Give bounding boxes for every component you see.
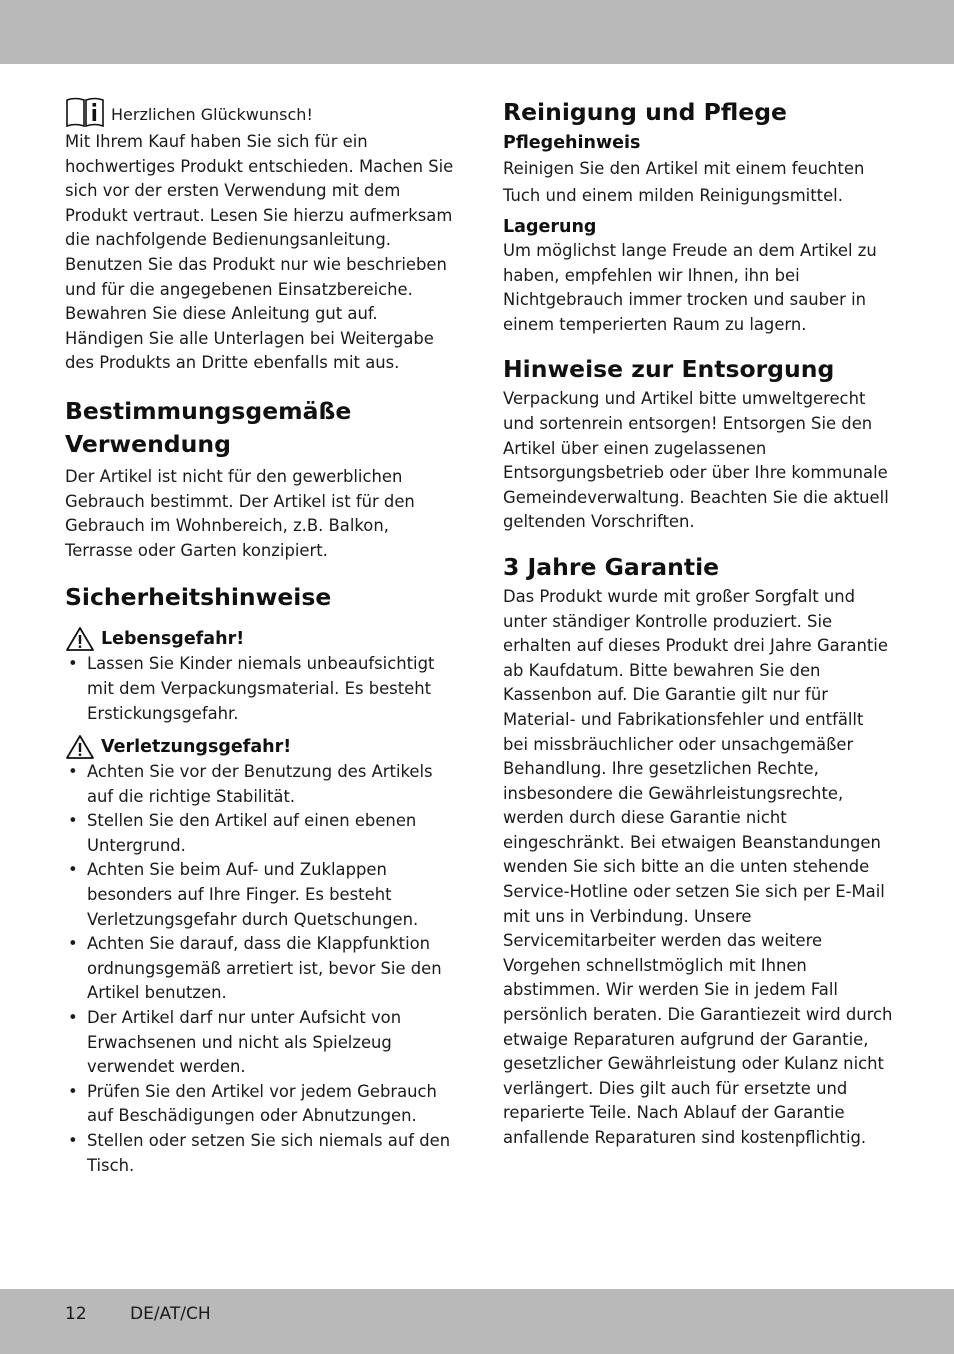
list-item: • Achten Sie darauf, dass die Klappfunktion ordnungsgemäß arretiert ist, bevor Sie den Artikel benutzen. <box>68 934 442 1003</box>
list-item: • Prüfen Sie den Artikel vor jedem Gebrauch auf Beschädigungen oder Abnutzungen. <box>68 1081 437 1126</box>
storage-subheading: Lagerung <box>503 217 597 237</box>
bullet: • <box>68 1081 78 1101</box>
left-column <box>65 96 455 1178</box>
bullet: • <box>68 934 78 954</box>
disposal-text: Verpackung und Artikel bitte umweltgerecht und sortenrein entsorgen! Entsorgen Sie den Artikel über einen zugelassenen Entsorgungsbetrieb oder über Ihre kommunale Gemeindeverwaltung. Beachten Sie die aktuell geltenden Vorschriften. <box>503 389 889 532</box>
care-heading: Reinigung und Pflege <box>503 98 787 126</box>
use-heading: Bestimmungsgemäße Verwendung <box>65 396 352 458</box>
bullet: • <box>68 1131 78 1150</box>
danger-warning <box>65 626 455 652</box>
header-bar <box>0 0 954 64</box>
list-item: • Der Artikel darf nur unter Aufsicht von Erwachsenen und nicht als Spielzeug verwendet werden. <box>68 1008 402 1077</box>
manual-info-icon <box>65 96 105 128</box>
care-text: Reinigen Sie den Artikel mit einem feuchten Tuch und einem milden Reinigungsmittel. <box>503 159 865 205</box>
list-item: • Achten Sie beim Auf- und Zuklappen besonders auf Ihre Finger. Es besteht Verletzungsgefahr durch Quetschungen. <box>68 860 419 929</box>
bullet: • <box>68 762 78 782</box>
injury-title: Verletzungsgefahr! <box>101 737 292 758</box>
language-label: DE/AT/CH <box>130 1304 211 1324</box>
storage-text: Um möglichst lange Freude an dem Artikel zu haben, empfehlen wir Ihnen, ihn bei Nichtgebrauch immer trocken und sauber in einem temperierten Raum zu lagern. <box>503 241 877 334</box>
right-column <box>503 96 893 1151</box>
injury-warning <box>65 734 455 760</box>
bullet: • <box>68 860 78 880</box>
intro-heading <box>65 96 455 128</box>
disposal-heading: Hinweise zur Entsorgung <box>503 355 835 384</box>
warning-triangle-icon <box>65 734 95 760</box>
list-item: • Achten Sie vor der Benutzung des Artikels auf die richtige Stabilität. <box>68 762 433 806</box>
bullet: • <box>68 1008 78 1028</box>
care-subheading: Pflegehinweis <box>503 133 641 153</box>
safety-heading: Sicherheitshinweise <box>65 583 332 612</box>
injury-list <box>65 760 455 1178</box>
page-number: 12 <box>65 1304 87 1324</box>
use-text: Der Artikel ist nicht für den gewerblichen Gebrauch bestimmt. Der Artikel ist für den Gebrauch im Wohnbereich, z.B. Balkon, Terrasse oder Garten konzipiert. <box>65 466 415 560</box>
warranty-heading: 3 Jahre Garantie <box>503 552 720 581</box>
danger-title: Lebensgefahr! <box>101 629 245 650</box>
bullet: • <box>68 811 78 831</box>
list-item: • Lassen Sie Kinder niemals unbeaufsichtigt mit dem Verpackungsmaterial. Es besteht Erstickungsgefahr. <box>68 654 435 723</box>
warranty-text: Das Produkt wurde mit großer Sorgfalt und unter ständiger Kontrolle produziert. Sie erhalten auf dieses Produkt drei Jahre Garantie ab Kaufdatum. Bitte bewahren Sie den Kassenbon auf. Die Garantie gilt nur für Material- und Fabrikationsfehler und entfällt bei missbräuchlicher oder unsachgemäßer Behandlung. Ihre gesetzlichen Rechte, insbesondere die Gewährleistungsrechte, werden durch diese Garantie nicht eingeschränkt. Bei etwaigen Beanstandungen wenden Sie sich bitte an die unten stehende Service-Hotline oder setzen Sie sich per E-Mail mit uns in Verbindung. Unsere Servicemitarbeiter werden das weitere Vorgehen schnellstmöglich mit Ihnen abstimmen. Wir werden Sie in jedem Fall persönlich beraten. Die Garantiezeit wird durch etwaige Reparaturen aufgrund der Garantie, gesetzlicher Gewährleistung oder Kulanz nicht verlängert. Dies gilt auch für ersetzte und reparierte Teile. Nach Ablauf der Garantie anfallende Reparaturen sind kostenpflichtig. <box>503 586 893 1147</box>
list-item: • Stellen oder setzen Sie sich niemals auf den Tisch. <box>68 1131 451 1175</box>
bullet: • <box>68 654 78 674</box>
intro-title: Herzlichen Glückwunsch! <box>111 105 313 125</box>
warning-triangle-icon <box>65 626 95 652</box>
danger-list <box>65 652 455 726</box>
intro-text: Mit Ihrem Kauf haben Sie sich für ein hochwertiges Produkt entschieden. Machen Sie sich vor der ersten Verwendung mit dem Produkt vertraut. Lesen Sie hierzu aufmerksam die nachfolgende Bedienungsanleitung. Benutzen Sie das Produkt nur wie beschrieben und für die angegebenen Einsatzbereiche. Bewahren Sie diese Anleitung gut auf. Händigen Sie alle Unterlagen bei Weitergabe des Produkts an Dritte ebenfalls mit aus. <box>65 132 454 373</box>
list-item: • Stellen Sie den Artikel auf einen ebenen Untergrund. <box>68 811 417 855</box>
